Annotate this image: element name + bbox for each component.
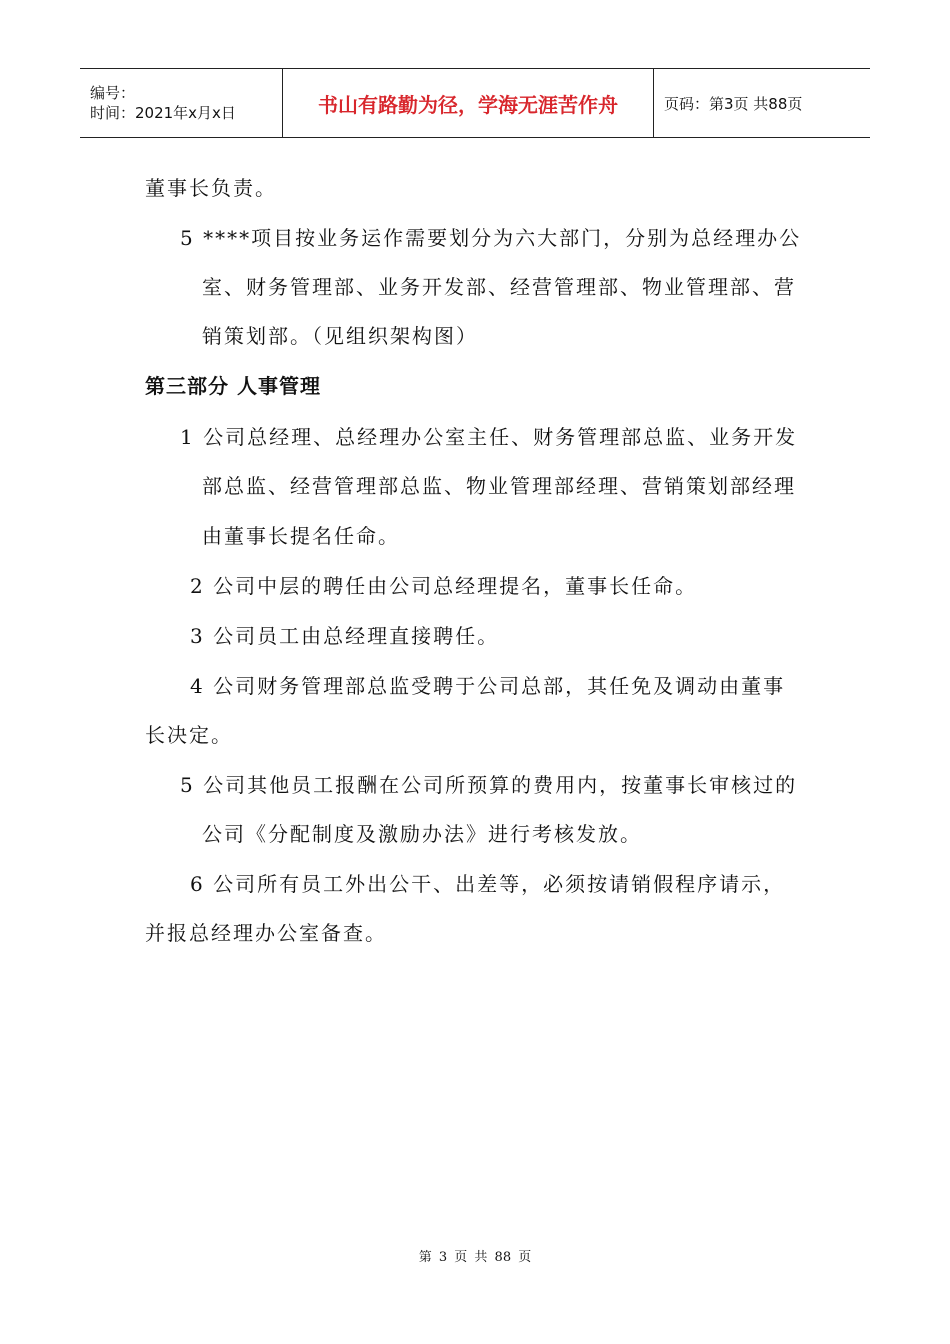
section-heading: 第三部分 人事管理 [145,374,321,398]
page-header [80,68,870,138]
paragraph-line: 董事长负责。 [145,176,277,200]
list-item-line: 2 公司中层的聘任由公司总经理提名，董事长任命。 [190,574,698,598]
paragraph-line: 并报总经理办公室备查。 [145,921,387,945]
header-meta [80,69,282,137]
document-number-label: 编号： [90,84,136,102]
list-item-line: 5 ****项目按业务运作需要划分为六大部门，分别为总经理办公 [180,226,802,250]
list-item-line: 1 公司总经理、总经理办公室主任、财务管理部总监、业务开发 [180,425,798,449]
paragraph-line: 销策划部。（见组织架构图） [202,324,478,348]
list-item-line: 3 公司员工由总经理直接聘任。 [190,624,500,648]
page-footer: 第 3 页 共 88 页 [418,1250,532,1265]
list-item-line: 6 公司所有员工外出公干、出差等，必须按请销假程序请示， [190,872,786,896]
header-page-info: 页码：第3页 共88页 [664,94,803,113]
paragraph-line: 由董事长提名任命。 [202,524,400,548]
list-item-line: 4 公司财务管理部总监受聘于公司总部，其任免及调动由董事 [190,674,786,698]
paragraph-line: 长决定。 [145,723,233,747]
paragraph-line: 公司《分配制度及激励办法》进行考核发放。 [202,822,642,846]
paragraph-line: 室、财务管理部、业务开发部、经营管理部、物业管理部、营 [202,275,796,299]
document-date: 时间：2021年x月x日 [90,104,236,122]
header-motto: 书山有路勤为径，学海无涯苦作舟 [282,69,654,137]
paragraph-line: 部总监、经营管理部总监、物业管理部经理、营销策划部经理 [202,474,796,498]
list-item-line: 5 公司其他员工报酬在公司所预算的费用内，按董事长审核过的 [180,773,798,797]
